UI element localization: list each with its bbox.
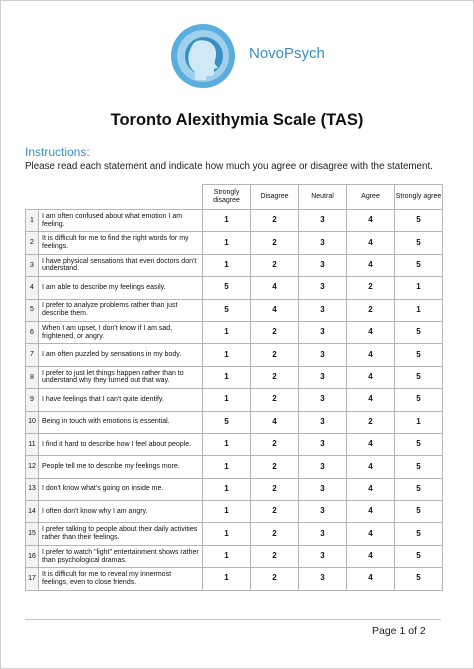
table-row <box>26 232 443 254</box>
score-cell-agree[interactable]: 2 <box>347 277 395 299</box>
score-cell-strongly-disagree[interactable]: 1 <box>203 568 251 590</box>
item-number: 2 <box>26 232 39 254</box>
score-cell-disagree[interactable]: 2 <box>251 366 299 388</box>
table-row <box>26 411 443 433</box>
header-strongly-agree: Strongly agree <box>395 185 443 210</box>
page-title: Toronto Alexithymia Scale (TAS) <box>110 111 364 129</box>
score-cell-agree[interactable]: 2 <box>347 411 395 433</box>
score-cell-neutral[interactable]: 3 <box>299 389 347 411</box>
score-cell-neutral[interactable]: 3 <box>299 411 347 433</box>
score-cell-agree[interactable]: 4 <box>347 433 395 455</box>
score-cell-strongly-disagree[interactable]: 1 <box>203 501 251 523</box>
header-strongly-disagree: Strongly disagree <box>203 185 251 210</box>
score-cell-neutral[interactable]: 3 <box>299 321 347 343</box>
item-number: 12 <box>26 456 39 478</box>
item-statement: I prefer to analyze problems rather than just describe them. <box>39 299 203 321</box>
score-cell-strongly-disagree[interactable]: 5 <box>203 277 251 299</box>
score-cell-strongly-agree[interactable]: 5 <box>395 389 443 411</box>
score-cell-strongly-agree[interactable]: 5 <box>395 344 443 366</box>
score-cell-neutral[interactable]: 3 <box>299 523 347 545</box>
item-number: 10 <box>26 411 39 433</box>
score-cell-agree[interactable]: 4 <box>347 254 395 276</box>
score-cell-strongly-agree[interactable]: 5 <box>395 478 443 500</box>
item-number: 3 <box>26 254 39 276</box>
score-cell-neutral[interactable]: 3 <box>299 344 347 366</box>
item-number: 8 <box>26 366 39 388</box>
header-neutral: Neutral <box>299 185 347 210</box>
score-cell-neutral[interactable]: 3 <box>299 277 347 299</box>
score-cell-strongly-disagree[interactable]: 1 <box>203 366 251 388</box>
table-row <box>26 277 443 299</box>
score-cell-agree[interactable]: 4 <box>347 366 395 388</box>
item-statement: It is difficult for me to find the right words for my feelings. <box>39 232 203 254</box>
item-number: 16 <box>26 545 39 567</box>
score-cell-disagree[interactable]: 2 <box>251 478 299 500</box>
score-cell-strongly-agree[interactable]: 5 <box>395 321 443 343</box>
score-cell-disagree[interactable]: 4 <box>251 299 299 321</box>
item-number: 5 <box>26 299 39 321</box>
score-cell-neutral[interactable]: 3 <box>299 366 347 388</box>
score-cell-neutral[interactable]: 3 <box>299 433 347 455</box>
score-cell-neutral[interactable]: 3 <box>299 501 347 523</box>
item-statement: I prefer talking to people about their daily activities rather than their feelings. <box>39 523 203 545</box>
score-cell-agree[interactable]: 4 <box>347 344 395 366</box>
header-disagree: Disagree <box>251 185 299 210</box>
score-cell-disagree[interactable]: 4 <box>251 411 299 433</box>
item-statement: I find it hard to describe how I feel about people. <box>39 433 203 455</box>
score-cell-neutral[interactable]: 3 <box>299 299 347 321</box>
item-statement: I prefer to watch "light" entertainment shows rather than psychological dramas. <box>39 545 203 567</box>
item-statement: I am able to describe my feelings easily. <box>39 277 203 299</box>
score-cell-strongly-agree[interactable]: 5 <box>395 232 443 254</box>
score-cell-strongly-disagree[interactable]: 1 <box>203 254 251 276</box>
page-number: Page 1 of 2 <box>372 625 426 637</box>
score-cell-strongly-agree[interactable]: 5 <box>395 210 443 232</box>
table-row <box>26 344 443 366</box>
tas-table <box>25 184 443 591</box>
score-cell-neutral[interactable]: 3 <box>299 456 347 478</box>
header-blank <box>26 185 203 210</box>
table-row <box>26 433 443 455</box>
score-cell-agree[interactable]: 4 <box>347 210 395 232</box>
score-cell-agree[interactable]: 4 <box>347 232 395 254</box>
item-statement: I don't know what's going on inside me. <box>39 478 203 500</box>
item-number: 9 <box>26 389 39 411</box>
item-statement: I have physical sensations that even doctors don't understand. <box>39 254 203 276</box>
table-row <box>26 254 443 276</box>
item-statement: I am often puzzled by sensations in my body. <box>39 344 203 366</box>
table-row <box>26 545 443 567</box>
score-cell-strongly-disagree[interactable]: 1 <box>203 232 251 254</box>
item-statement: I often don't know why I am angry. <box>39 501 203 523</box>
item-number: 14 <box>26 501 39 523</box>
table-header-row <box>26 185 443 210</box>
footer-divider <box>25 619 441 620</box>
score-cell-agree[interactable]: 4 <box>347 501 395 523</box>
table-row <box>26 478 443 500</box>
item-statement: I prefer to just let things happen rather than to understand why they turned out that way. <box>39 366 203 388</box>
item-number: 6 <box>26 321 39 343</box>
item-number: 13 <box>26 478 39 500</box>
item-statement: People tell me to describe my feelings more. <box>39 456 203 478</box>
score-cell-disagree[interactable]: 2 <box>251 344 299 366</box>
score-cell-neutral[interactable]: 3 <box>299 478 347 500</box>
score-cell-disagree[interactable]: 2 <box>251 389 299 411</box>
score-cell-strongly-agree[interactable]: 5 <box>395 254 443 276</box>
tas-body <box>26 210 443 591</box>
item-number: 15 <box>26 523 39 545</box>
item-number: 4 <box>26 277 39 299</box>
table-row <box>26 366 443 388</box>
table-row <box>26 210 443 232</box>
score-cell-strongly-disagree[interactable]: 1 <box>203 389 251 411</box>
score-cell-strongly-agree[interactable]: 5 <box>395 523 443 545</box>
score-cell-disagree[interactable]: 2 <box>251 523 299 545</box>
score-cell-neutral[interactable]: 3 <box>299 568 347 590</box>
score-cell-strongly-disagree[interactable]: 5 <box>203 411 251 433</box>
score-cell-strongly-agree[interactable]: 5 <box>395 456 443 478</box>
score-cell-agree[interactable]: 4 <box>347 523 395 545</box>
score-cell-strongly-disagree[interactable]: 5 <box>203 299 251 321</box>
score-cell-disagree[interactable]: 2 <box>251 232 299 254</box>
score-cell-strongly-disagree[interactable]: 1 <box>203 523 251 545</box>
table-row <box>26 389 443 411</box>
item-statement: When I am upset, I don't know if I am sad, frightened, or angry. <box>39 321 203 343</box>
novopsych-logo-icon <box>169 22 237 90</box>
score-cell-strongly-disagree[interactable]: 1 <box>203 456 251 478</box>
item-statement: I am often confused about what emotion I am feeling. <box>39 210 203 232</box>
item-statement: Being in touch with emotions is essential. <box>39 411 203 433</box>
score-cell-strongly-disagree[interactable]: 1 <box>203 210 251 232</box>
score-cell-neutral[interactable]: 3 <box>299 254 347 276</box>
score-cell-neutral[interactable]: 3 <box>299 210 347 232</box>
score-cell-agree[interactable]: 4 <box>347 456 395 478</box>
score-cell-strongly-agree[interactable]: 5 <box>395 501 443 523</box>
score-cell-neutral[interactable]: 3 <box>299 232 347 254</box>
instructions-heading: Instructions: <box>25 145 90 159</box>
brand-name: NovoPsych <box>249 45 325 62</box>
score-cell-agree[interactable]: 4 <box>347 389 395 411</box>
score-cell-strongly-agree[interactable]: 5 <box>395 433 443 455</box>
score-cell-strongly-disagree[interactable]: 1 <box>203 433 251 455</box>
score-cell-strongly-agree[interactable]: 1 <box>395 277 443 299</box>
table-row <box>26 501 443 523</box>
score-cell-strongly-agree[interactable]: 5 <box>395 568 443 590</box>
score-cell-strongly-disagree[interactable]: 1 <box>203 545 251 567</box>
header-agree: Agree <box>347 185 395 210</box>
score-cell-strongly-agree[interactable]: 5 <box>395 366 443 388</box>
score-cell-disagree[interactable]: 2 <box>251 210 299 232</box>
score-cell-agree[interactable]: 4 <box>347 321 395 343</box>
item-number: 7 <box>26 344 39 366</box>
score-cell-agree[interactable]: 4 <box>347 545 395 567</box>
score-cell-disagree[interactable]: 2 <box>251 321 299 343</box>
score-cell-strongly-agree[interactable]: 5 <box>395 545 443 567</box>
score-cell-strongly-disagree[interactable]: 1 <box>203 344 251 366</box>
score-cell-agree[interactable]: 2 <box>347 299 395 321</box>
score-cell-strongly-disagree[interactable]: 1 <box>203 321 251 343</box>
score-cell-disagree[interactable]: 2 <box>251 456 299 478</box>
score-cell-disagree[interactable]: 2 <box>251 501 299 523</box>
table-row <box>26 523 443 545</box>
table-row <box>26 299 443 321</box>
score-cell-neutral[interactable]: 3 <box>299 545 347 567</box>
score-cell-disagree[interactable]: 2 <box>251 254 299 276</box>
item-statement: I have feelings that I can't quite identify. <box>39 389 203 411</box>
score-cell-disagree[interactable]: 2 <box>251 568 299 590</box>
score-cell-strongly-agree[interactable]: 1 <box>395 411 443 433</box>
score-cell-strongly-disagree[interactable]: 1 <box>203 478 251 500</box>
item-number: 1 <box>26 210 39 232</box>
table-row <box>26 568 443 590</box>
item-statement: It is difficult for me to reveal my innermost feelings, even to close friends. <box>39 568 203 590</box>
score-cell-agree[interactable]: 4 <box>347 478 395 500</box>
score-cell-disagree[interactable]: 2 <box>251 545 299 567</box>
instructions-text: Please read each statement and indicate how much you agree or disagree with the statement. <box>25 161 433 172</box>
score-cell-agree[interactable]: 4 <box>347 568 395 590</box>
score-cell-disagree[interactable]: 4 <box>251 277 299 299</box>
score-cell-strongly-agree[interactable]: 1 <box>395 299 443 321</box>
item-number: 17 <box>26 568 39 590</box>
item-number: 11 <box>26 433 39 455</box>
table-row <box>26 456 443 478</box>
table-row <box>26 321 443 343</box>
score-cell-disagree[interactable]: 2 <box>251 433 299 455</box>
